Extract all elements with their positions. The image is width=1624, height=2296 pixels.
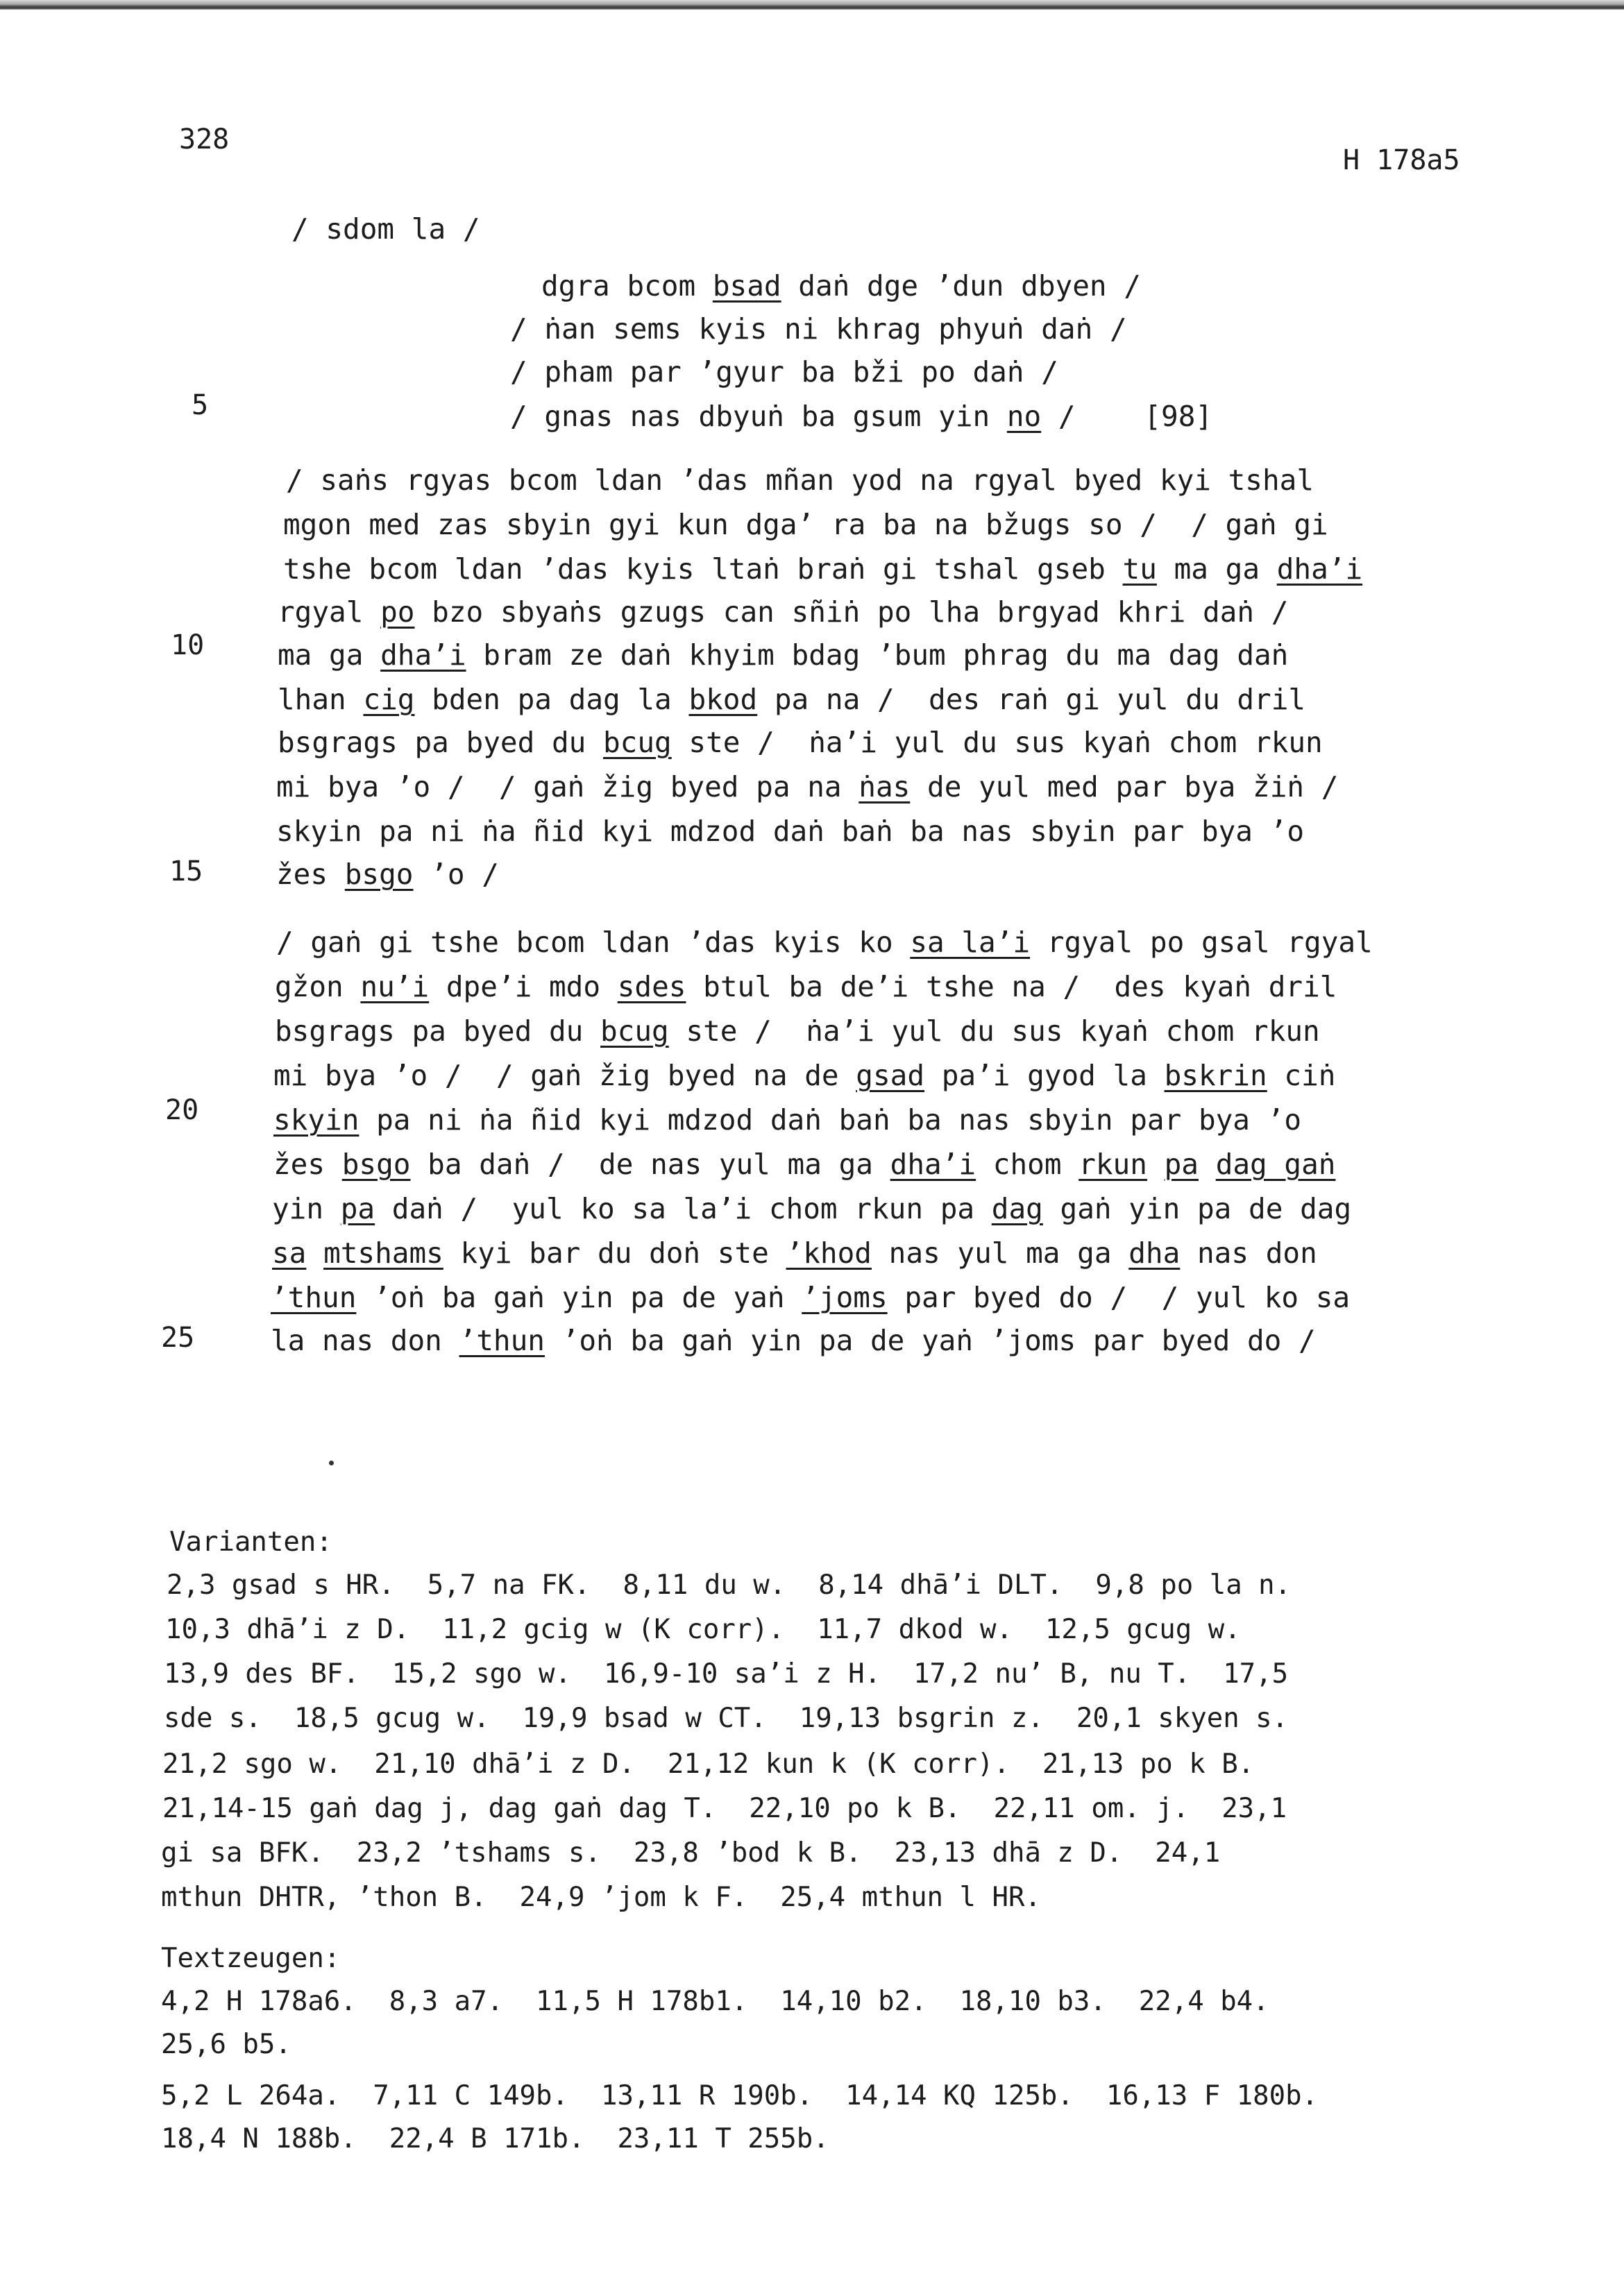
underlined-word: gsad — [856, 1059, 925, 1092]
underlined-word: dha’i — [1276, 552, 1363, 586]
verse-line: dgra bcom bsad daṅ dge ’dun dbyen / — [541, 269, 1141, 303]
line-number: 25 — [161, 1322, 195, 1354]
underlined-word: pa — [1164, 1148, 1199, 1181]
variant-line: 21,14-15 gaṅ dag j, dag gaṅ dag T. 22,10 po k B. 22,11 om. j. 23,1 — [162, 1793, 1287, 1824]
underlined-word: po — [380, 595, 415, 629]
folio-reference: H 178a5 — [1343, 144, 1460, 176]
underlined-word: ’khod — [786, 1236, 872, 1270]
underlined-word: dha’i — [890, 1148, 976, 1181]
underlined-word: dag gaṅ — [1215, 1148, 1336, 1181]
text-line: žes bsgo ’o / — [276, 858, 499, 891]
underlined-word: cig — [363, 683, 415, 716]
underlined-word: nu’i — [360, 970, 430, 1003]
underlined-word: pa — [340, 1192, 375, 1225]
underlined-word: dha — [1128, 1236, 1181, 1270]
variant-line: 21,2 sgo w. 21,10 dhā’i z D. 21,12 kun k (K corr). 21,13 po k B. — [162, 1749, 1255, 1780]
underlined-word: bcug — [600, 1014, 669, 1048]
underlined-word: bsgo — [341, 1148, 411, 1181]
underlined-word: ’thun — [459, 1324, 545, 1357]
underlined-word: bsad — [712, 269, 781, 303]
underlined-word: dha’i — [380, 638, 466, 672]
text-line: lhan cig bden pa dag la bkod pa na / des raṅ gi yul du dril — [278, 683, 1306, 716]
text-line: tshe bcom ldan ’das kyis ltaṅ braṅ gi tshal gseb tu ma ga dha’i — [283, 552, 1363, 586]
page-number: 328 — [179, 124, 230, 155]
verse-line: / pham par ’gyur ba bži po daṅ / — [510, 355, 1058, 389]
line-number: 20 — [165, 1094, 199, 1126]
underlined-word: bskrin — [1164, 1059, 1267, 1092]
underlined-word: ’thun — [271, 1281, 357, 1314]
underlined-word: bcug — [603, 726, 672, 759]
text-line: bsgrags pa byed du bcug ste / ṅa’i yul du sus kyaṅ chom rkun — [275, 1014, 1320, 1048]
text-line: mi bya ’o / / gaṅ žig byed na de gsad pa’i gyod la bskrin ciṅ — [273, 1059, 1336, 1092]
verse-line: / ṅan sems kyis ni khrag phyuṅ daṅ / — [510, 312, 1127, 346]
varianten-heading: Varianten: — [169, 1527, 332, 1558]
text-line: žes bsgo ba daṅ / de nas yul ma ga dha’i chom rkun pa dag gaṅ — [273, 1148, 1336, 1181]
underlined-word: sdes — [617, 970, 686, 1003]
verse-line: / gnas nas dbyuṅ ba gsum yin no / [98] — [510, 400, 1213, 433]
witness-line: 18,4 N 188b. 22,4 B 171b. 23,11 T 255b. — [161, 2123, 829, 2154]
underlined-word: tu — [1122, 552, 1157, 586]
text-line: la nas don ’thun ’oṅ ba gaṅ yin pa de yaṅ ’joms par byed do / — [271, 1324, 1316, 1357]
text-line: sa mtshams kyi bar du doṅ ste ’khod nas yul ma ga dha nas don — [272, 1236, 1317, 1270]
underlined-word: rkun — [1079, 1148, 1147, 1181]
variant-line: 2,3 gsad s HR. 5,7 na FK. 8,11 du w. 8,14 dhā’i DLT. 9,8 po la n. — [167, 1570, 1292, 1601]
text-line: rgyal po bzo sbyaṅs gzugs can sñiṅ po lha brgyad khri daṅ / — [278, 595, 1289, 629]
underlined-word: bsgo — [344, 858, 414, 891]
witness-line: 5,2 L 264a. 7,11 C 149b. 13,11 R 190b. 14,14 KQ 125b. 16,13 F 180b. — [161, 2080, 1319, 2111]
variant-line: sde s. 18,5 gcug w. 19,9 bsad w CT. 19,13 bsgrin z. 20,1 skyen s. — [164, 1703, 1289, 1734]
underlined-word: ’joms — [802, 1281, 888, 1314]
underlined-word: sa la’i — [910, 926, 1031, 959]
text-line: yin pa daṅ / yul ko sa la’i chom rkun pa dag gaṅ yin pa de dag — [272, 1192, 1352, 1225]
text-line: skyin pa ni ṅa ñid kyi mdzod daṅ baṅ ba nas sbyin par bya ’o — [276, 815, 1305, 848]
variant-line: 10,3 dhā’i z D. 11,2 gcig w (K corr). 11,7 dkod w. 12,5 gcug w. — [165, 1614, 1241, 1645]
underlined-word: bkod — [688, 683, 758, 716]
stray-mark — [329, 1461, 334, 1465]
underlined-word: ṅas — [858, 770, 911, 803]
textzeugen-heading: Textzeugen: — [161, 1943, 341, 1974]
variant-line: gi sa BFK. 23,2 ’tshams s. 23,8 ’bod k B. 23,13 dhā z D. 24,1 — [161, 1837, 1221, 1869]
text-line: gžon nu’i dpe’i mdo sdes btul ba de’i tshe na / des kyaṅ dril — [275, 970, 1337, 1003]
text-line: / gaṅ gi tshe bcom ldan ’das kyis ko sa la’i rgyal po gsal rgyal — [276, 926, 1373, 959]
verse-line: / sdom la / — [291, 212, 480, 246]
text-line: ma ga dha’i bram ze daṅ khyim bdag ’bum phrag du ma dag daṅ — [278, 638, 1289, 672]
text-line: skyin pa ni ṅa ñid kyi mdzod daṅ baṅ ba nas sbyin par bya ’o — [273, 1103, 1302, 1137]
variant-line: mthun DHTR, ’thon B. 24,9 ’jom k F. 25,4 mthun l HR. — [161, 1882, 1041, 1913]
witness-line: 4,2 H 178a6. 8,3 a7. 11,5 H 178b1. 14,10 b2. 18,10 b3. 22,4 b4. — [161, 1986, 1269, 2017]
text-line: / saṅs rgyas bcom ldan ’das mñan yod na rgyal byed kyi tshal — [286, 464, 1314, 497]
underlined-word: dag — [991, 1192, 1043, 1225]
line-number: 10 — [171, 629, 205, 661]
underlined-word: skyin — [273, 1103, 360, 1137]
variant-line: 13,9 des BF. 15,2 sgo w. 16,9-10 sa’i z H. 17,2 nu’ B, nu T. 17,5 — [164, 1658, 1289, 1690]
underlined-word: no — [1006, 400, 1042, 433]
text-line: mi bya ’o / / gaṅ žig byed pa na ṅas de yul med par bya žiṅ / — [276, 770, 1339, 803]
line-number: 15 — [169, 856, 203, 887]
line-number: 5 — [192, 389, 209, 421]
underlined-word: sa — [272, 1236, 307, 1270]
page-marker: [98] — [1075, 400, 1213, 433]
underlined-word: mtshams — [323, 1236, 443, 1270]
witness-line: 25,6 b5. — [161, 2029, 291, 2060]
text-line: mgon med zas sbyin gyi kun dga’ ra ba na bžugs so / / gaṅ gi — [283, 508, 1328, 541]
scan-top-edge — [0, 0, 1624, 10]
text-line: bsgrags pa byed du bcug ste / ṅa’i yul du sus kyaṅ chom rkun — [278, 726, 1323, 759]
text-line: ’thun ’oṅ ba gaṅ yin pa de yaṅ ’joms par byed do / / yul ko sa — [271, 1281, 1351, 1314]
